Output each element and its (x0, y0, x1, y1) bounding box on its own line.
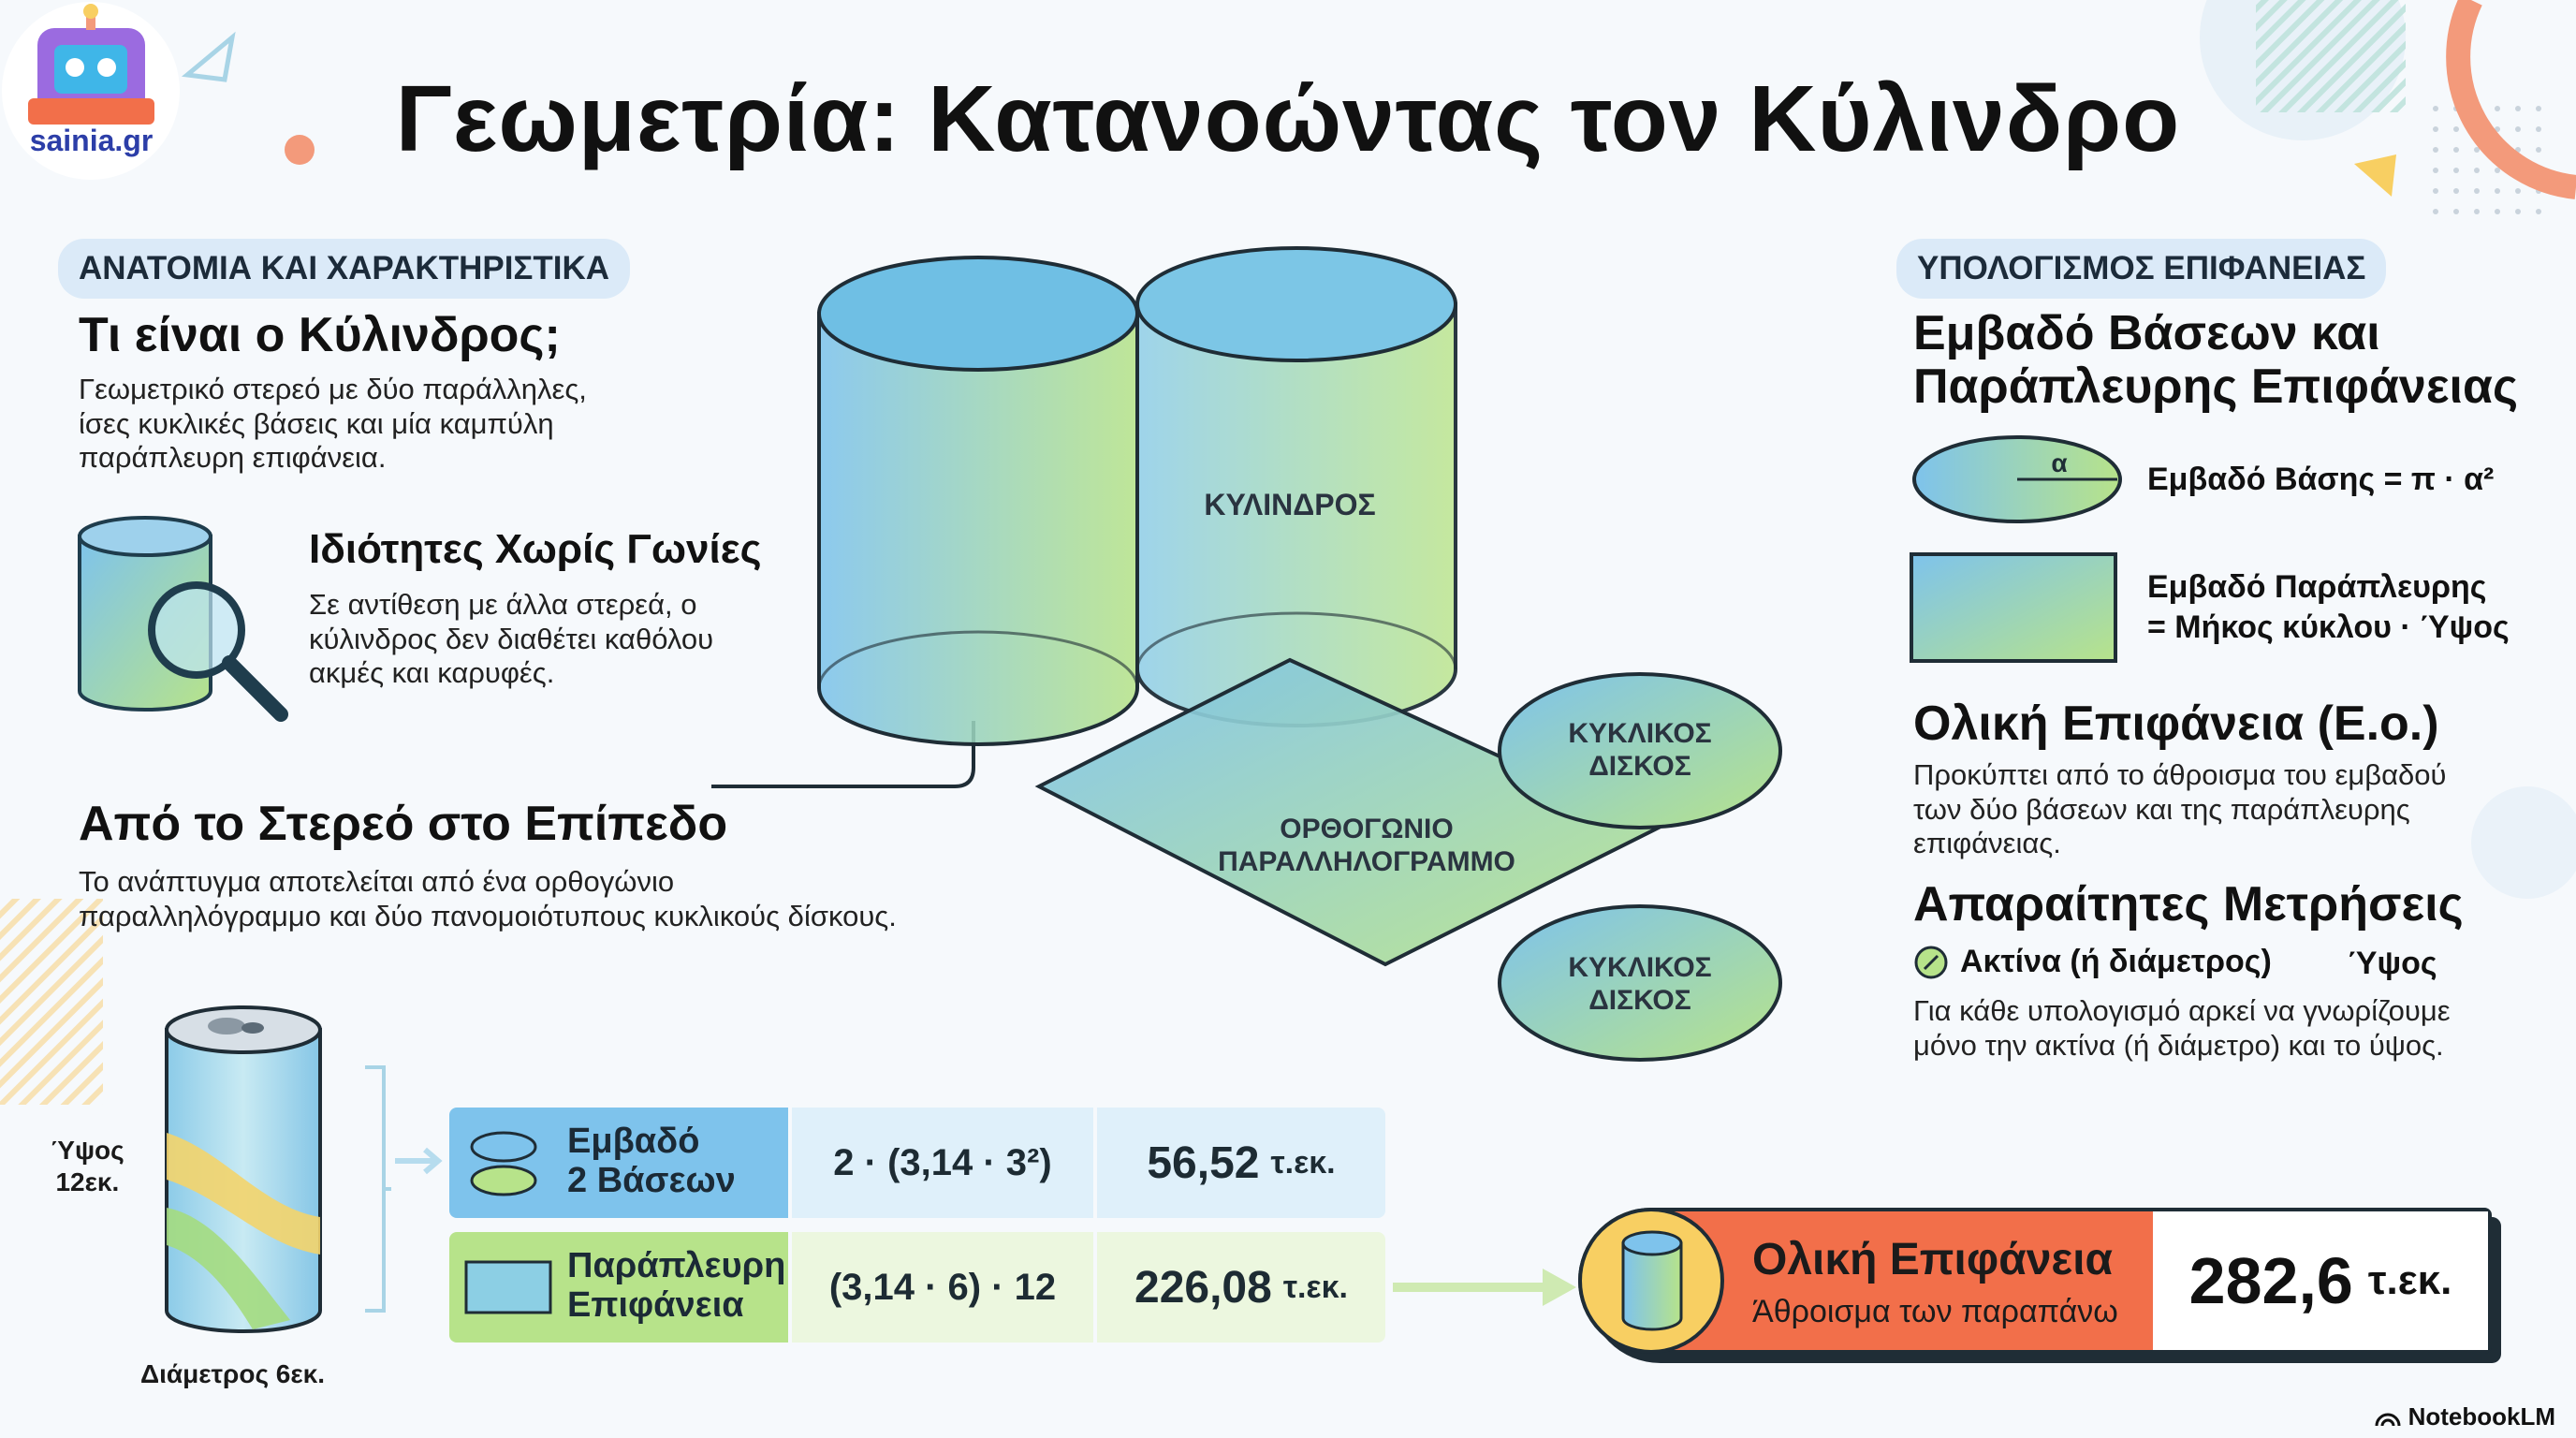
what-is-title: Τι είναι ο Κύλινδρος; (79, 308, 561, 362)
page-title: Γεωμετρία: Κατανοώντας τον Κύλινδρο (395, 66, 2181, 171)
lateral-formula (2147, 567, 2510, 647)
can-height-line: 12εκ. (55, 1167, 120, 1196)
rect-label-line: ΠΑΡΑΛΛΗΛΟΓΡΑΜΜΟ (1218, 846, 1515, 877)
radius-circle-icon (1913, 945, 1949, 980)
section-pill-surface: ΥΠΟΛΟΓΙΣΜΟΣ ΕΠΙΦΑΝΕΙΑΣ (1896, 239, 2386, 299)
measures-text (1913, 994, 2451, 1063)
lateral-formula-line: = Μήκος κύκλου · Ύψος (2147, 609, 2510, 645)
net-disk-bottom (1500, 906, 1780, 1060)
cylinder-label: ΚΥΛΙΝΔΡΟΣ (1204, 488, 1376, 521)
cylinder-front-body (819, 314, 1137, 744)
notebooklm-icon (2375, 1407, 2401, 1428)
measures-line: μόνο την ακτίνα (ή διάμετρο) και το ύψος. (1913, 1028, 2444, 1062)
lateral-rect-icon (1910, 552, 2117, 663)
result-title: Ολική Επιφάνεια (1752, 1235, 2114, 1284)
measures-line: Για κάθε υπολογισμό αρκεί να γνωρίζουμε (1913, 994, 2451, 1027)
net-title: Από το Στερεό στο Επίπεδο (79, 797, 728, 851)
row-name-bases (567, 1123, 736, 1201)
what-is-line: Γεωμετρικό στερεό με δύο παράλληλες, (79, 373, 587, 405)
logo-text: sainia.gr (29, 124, 154, 157)
disk-bottom-label-line: ΚΥΚΛΙΚΟΣ (1568, 952, 1712, 983)
row-name-line: Εμβαδό (567, 1122, 700, 1161)
properties-text (309, 588, 713, 691)
properties-line: κύλινδρος δεν διαθέτει καθόλου (309, 622, 714, 655)
result-value: 282,6 (2188, 1244, 2353, 1317)
two-disks-icon (466, 1128, 541, 1199)
disk-top-label-line: ΔΙΣΚΟΣ (1588, 751, 1691, 782)
base-formula: Εμβαδό Βάσης = π · α² (2147, 462, 2495, 497)
result-unit: τ.εκ. (2367, 1257, 2452, 1303)
measure-height-label: Ύψος (2348, 946, 2437, 981)
disk-top-label-line: ΚΥΚΛΙΚΟΣ (1568, 718, 1712, 749)
cylinder-back-top (1137, 248, 1456, 360)
total-surface-text (1913, 758, 2446, 861)
soda-can-illustration (150, 992, 393, 1348)
calc-row-bases (449, 1108, 1385, 1218)
what-is-line: ίσες κυκλικές βάσεις και μία καμπύλη (79, 406, 554, 440)
can-diameter-label: Διάμετρος 6εκ. (140, 1359, 326, 1388)
row-value-unit: τ.εκ. (1270, 1144, 1336, 1181)
row-name-line: Επιφάνεια (567, 1284, 744, 1325)
can-height-label (51, 1135, 124, 1197)
total-surface-line: επιφάνειας. (1913, 827, 2061, 860)
lateral-formula-line: Εμβαδό Παράπλευρης (2147, 569, 2487, 605)
measure-radius (1913, 944, 2272, 980)
row-formula-bases: 2 · (3,14 · 3²) (792, 1108, 1093, 1218)
row-value-number: 226,08 (1134, 1262, 1272, 1313)
area-title-line: Εμβαδό Βάσεων και (1913, 306, 2380, 360)
total-surface-title: Ολική Επιφάνεια (Ε.ο.) (1913, 697, 2439, 751)
cylinder-net-diagram (711, 225, 1816, 1123)
total-surface-line: Προκύπτει από το άθροισμα του εμβαδού (1913, 758, 2447, 791)
row-value-lateral (1097, 1232, 1385, 1343)
row-name-line: Παράπλευρη (567, 1246, 786, 1285)
disk-bottom-label-line: ΔΙΣΚΟΣ (1588, 985, 1691, 1016)
properties-title: Ιδιότητες Χωρίς Γωνίες (309, 526, 762, 572)
result-value-box (2153, 1211, 2488, 1350)
row-formula-lateral: (3,14 · 6) · 12 (792, 1232, 1093, 1343)
cylinder-icon (1619, 1230, 1685, 1333)
net-line: Το ανάπτυγμα αποτελείται από ένα ορθογώνιο (79, 865, 675, 898)
base-ellipse-icon (1910, 433, 2125, 526)
what-is-text (79, 373, 587, 476)
what-is-line: παράπλευρη επιφάνεια. (79, 441, 387, 475)
net-line: παραλληλόγραμμο και δύο πανομοιότυπους κυκλικούς δίσκους. (79, 899, 897, 932)
row-value-bases (1097, 1108, 1385, 1218)
measure-radius-label: Ακτίνα (ή διάμετρος) (1960, 944, 2272, 979)
area-title (1913, 307, 2518, 414)
row-name-line: 2 Βάσεων (567, 1160, 736, 1200)
row-value-unit: τ.εκ. (1282, 1269, 1348, 1305)
row-value-number: 56,52 (1147, 1137, 1260, 1188)
result-subtitle: Άθροισμα των παραπάνω (1752, 1294, 2118, 1329)
area-title-line: Παράπλευρης Επιφάνειας (1913, 360, 2518, 415)
properties-line: ακμές και καρυφές. (309, 656, 555, 690)
footer-brand-text: NotebookLM (2408, 1402, 2555, 1431)
radius-symbol: α (2051, 448, 2068, 477)
can-height-line: Ύψος (51, 1136, 124, 1165)
rectangle-icon (464, 1260, 552, 1314)
cylinder-front-top (819, 257, 1137, 370)
footer-brand (2375, 1402, 2555, 1431)
table-to-result-arrow (1393, 1255, 1580, 1320)
can-to-table-arrow (393, 1123, 449, 1198)
total-surface-line: των δύο βάσεων και της παράπλευρης (1913, 792, 2410, 826)
rect-label-line: ΟΡΘΟΓΩΝΙΟ (1280, 814, 1454, 844)
total-surface-result (1578, 1208, 2501, 1363)
calc-row-lateral (449, 1232, 1385, 1343)
properties-line: Σε αντίθεση με άλλα στερεά, ο (309, 588, 697, 621)
measures-title: Απαραίτητες Μετρήσεις (1913, 877, 2464, 932)
section-pill-anatomy: ΑΝΑΤΟΜΙΑ ΚΑΙ ΧΑΡΑΚΤΗΡΙΣΤΙΚΑ (58, 239, 630, 299)
magnifier-cylinder-icon (75, 513, 300, 728)
row-name-lateral (567, 1247, 785, 1326)
